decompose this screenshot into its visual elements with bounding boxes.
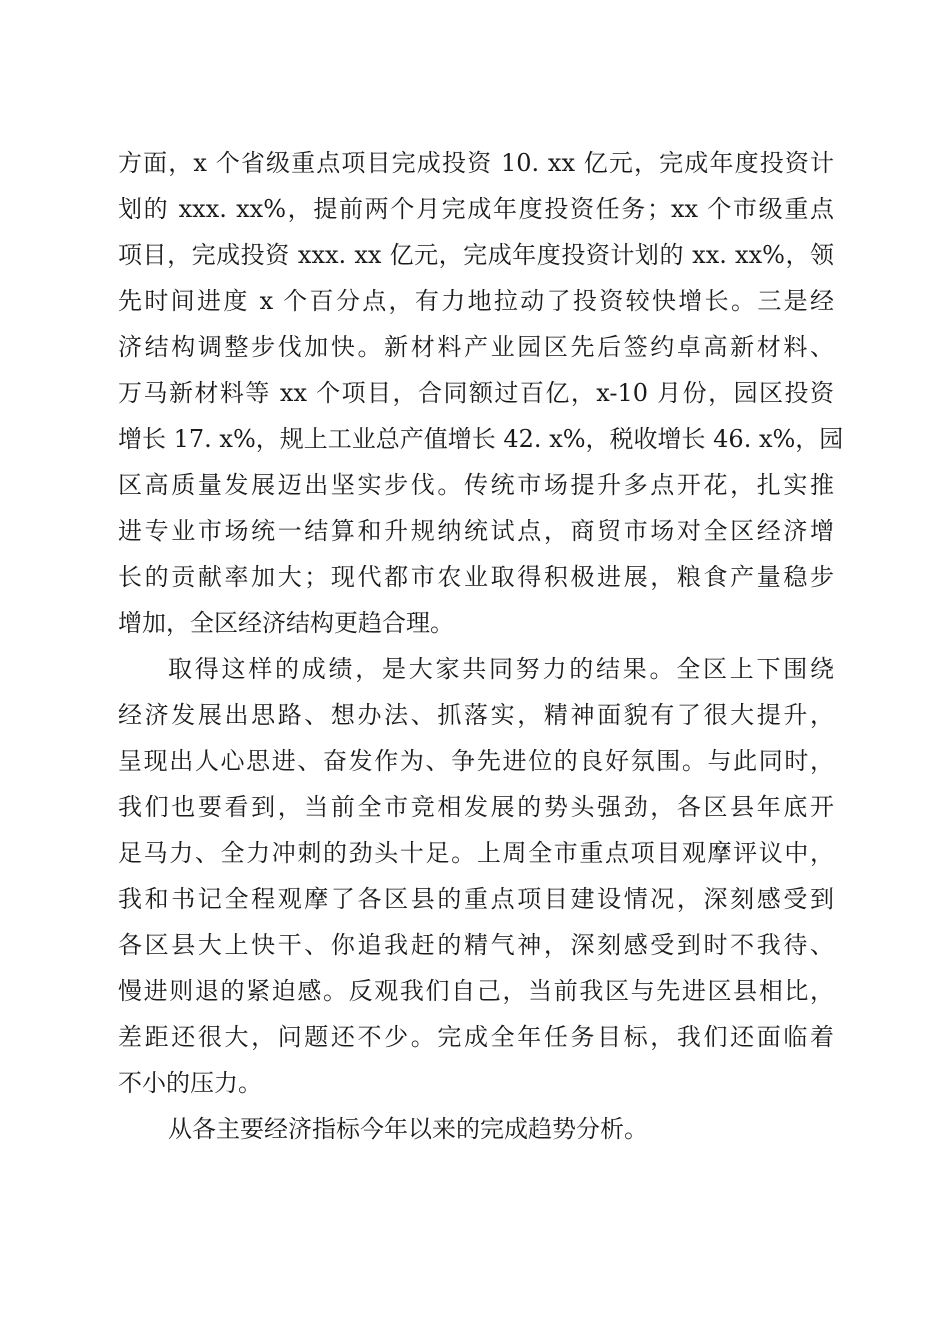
text-line: 我们也要看到，当前全市竞相发展的势头强劲，各区县年底开 xyxy=(118,793,834,821)
text-line: 取得这样的成绩，是大家共同努力的结果。全区上下围绕 xyxy=(168,655,834,683)
text-line: 增加，全区经济结构更趋合理。 xyxy=(118,609,454,637)
text-line: 足马力、全力冲刺的劲头十足。上周全市重点项目观摩评议中， xyxy=(118,839,834,867)
text-line: 划的 xxx. xx%，提前两个月完成年度投资任务；xx 个市级重点 xyxy=(118,195,834,223)
text-line: 慢进则退的紧迫感。反观我们自己，当前我区与先进区县相比， xyxy=(118,977,834,1005)
text-line: 经济发展出思路、想办法、抓落实，精神面貌有了很大提升， xyxy=(118,701,834,729)
text-line: 差距还很大，问题还不少。完成全年任务目标，我们还面临着 xyxy=(118,1023,834,1051)
paragraph-1 xyxy=(118,140,844,646)
paragraph-3 xyxy=(118,1106,834,1152)
text-line: 方面，x 个省级重点项目完成投资 10. xx 亿元，完成年度投资计 xyxy=(118,149,834,177)
text-line: 项目，完成投资 xxx. xx 亿元，完成年度投资计划的 xx. xx%，领 xyxy=(118,241,834,269)
paragraph-2 xyxy=(118,646,834,1106)
document-body xyxy=(118,140,844,1152)
text-line: 进专业市场统一结算和升规纳统试点，商贸市场对全区经济增 xyxy=(118,517,834,545)
text-line: 区高质量发展迈出坚实步伐。传统市场提升多点开花，扎实推 xyxy=(118,471,834,499)
text-line: 增长 17. x%，规上工业总产值增长 42. x%，税收增长 46. x%，园 xyxy=(118,425,844,453)
text-line: 先时间进度 x 个百分点，有力地拉动了投资较快增长。三是经 xyxy=(118,287,834,315)
text-line: 我和书记全程观摩了各区县的重点项目建设情况，深刻感受到 xyxy=(118,885,834,913)
text-line: 长的贡献率加大；现代都市农业取得积极进展，粮食产量稳步 xyxy=(118,563,834,591)
text-line: 万马新材料等 xx 个项目，合同额过百亿，x-10 月份，园区投资 xyxy=(118,379,834,407)
text-line: 不小的压力。 xyxy=(118,1069,262,1097)
text-line: 济结构调整步伐加快。新材料产业园区先后签约卓高新材料、 xyxy=(118,333,834,361)
text-line: 从各主要经济指标今年以来的完成趋势分析。 xyxy=(168,1115,648,1143)
text-line: 各区县大上快干、你追我赶的精气神，深刻感受到时不我待、 xyxy=(118,931,834,959)
text-line: 呈现出人心思进、奋发作为、争先进位的良好氛围。与此同时， xyxy=(118,747,834,775)
